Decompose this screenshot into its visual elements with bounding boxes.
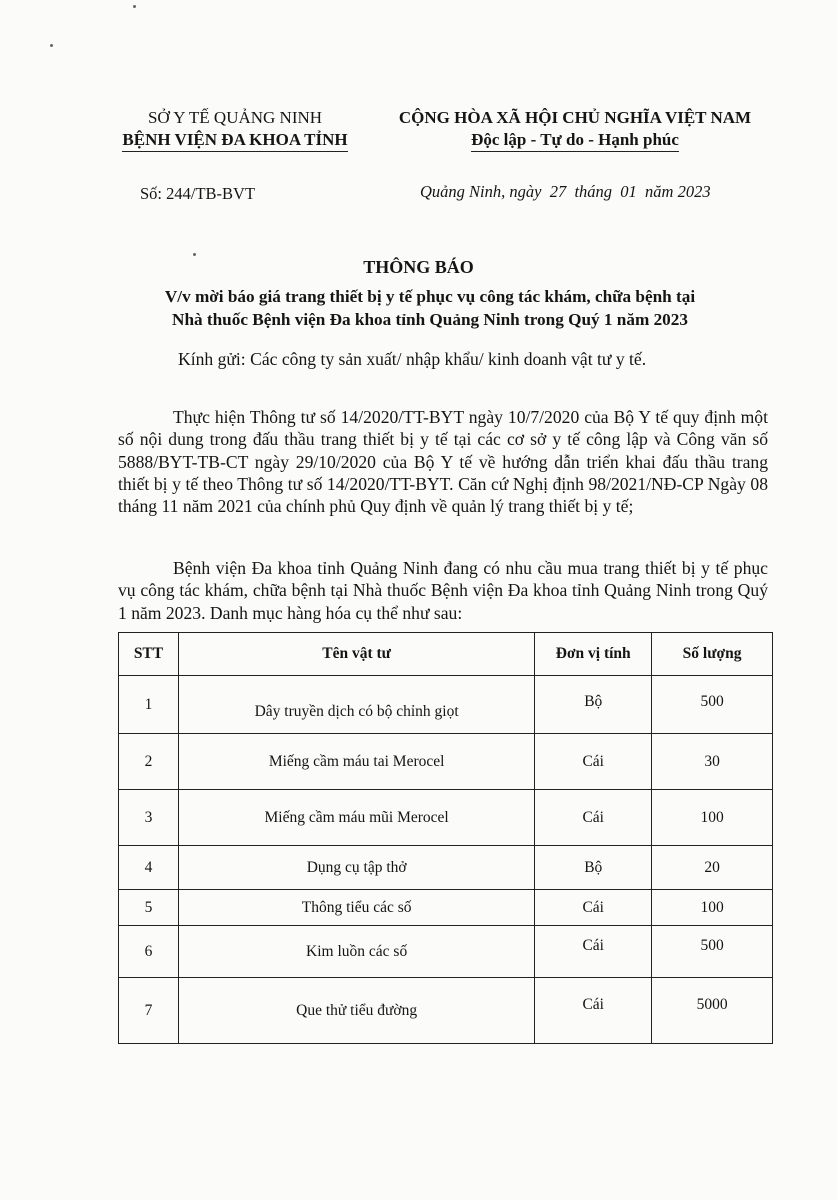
cell-unit: Cái bbox=[535, 890, 652, 926]
cell-quantity: 500 bbox=[652, 676, 773, 734]
cell-item-name: Dây truyền dịch có bộ chỉnh giọt bbox=[178, 676, 534, 734]
cell-stt: 5 bbox=[119, 890, 179, 926]
paragraph-2-text: Bệnh viện Đa khoa tỉnh Quảng Ninh đang có nhu cầu mua trang thiết bị y tế phục vụ công tác khám, chữa bệnh tại Nhà thuốc Bệnh viện Đa khoa tỉnh Quảng Ninh trong Quý 1 năm 2023. Danh mục hàng hóa cụ thể như sau: bbox=[118, 558, 768, 623]
table-row bbox=[119, 846, 773, 890]
cell-unit: Bộ bbox=[535, 676, 652, 734]
table-header-row bbox=[119, 633, 773, 676]
header-item-name: Tên vật tư bbox=[178, 633, 534, 676]
goods-table bbox=[118, 632, 773, 1044]
national-title: CỘNG HÒA XÃ HỘI CHỦ NGHĨA VIỆT NAM bbox=[398, 108, 752, 127]
cell-item-name: Kim luồn các số bbox=[178, 926, 534, 978]
scan-speck bbox=[50, 44, 53, 47]
cell-quantity: 100 bbox=[652, 890, 773, 926]
scan-speck bbox=[133, 5, 136, 8]
table-row bbox=[119, 978, 773, 1044]
hospital-name-wrap bbox=[90, 130, 380, 152]
table-row bbox=[119, 790, 773, 846]
cell-item-name: Miếng cầm máu tai Merocel bbox=[178, 734, 534, 790]
cell-quantity: 500 bbox=[652, 926, 773, 978]
cell-quantity: 5000 bbox=[652, 978, 773, 1044]
cell-quantity: 20 bbox=[652, 846, 773, 890]
cell-item-name: Que thử tiểu đường bbox=[178, 978, 534, 1044]
scan-speck bbox=[193, 253, 196, 256]
motto-wrap bbox=[350, 130, 800, 152]
cell-unit: Bộ bbox=[535, 846, 652, 890]
paragraph-legal-basis bbox=[118, 406, 768, 517]
cell-unit: Cái bbox=[535, 734, 652, 790]
cell-item-name: Dụng cụ tập thở bbox=[178, 846, 534, 890]
agency-name: SỞ Y TẾ QUẢNG NINH bbox=[147, 108, 323, 127]
subject-line-2: Nhà thuốc Bệnh viện Đa khoa tỉnh Quảng Ninh trong Quý 1 năm 2023 bbox=[172, 310, 688, 329]
cell-stt: 2 bbox=[119, 734, 179, 790]
recipient-line: Kính gửi: Các công ty sản xuất/ nhập khẩu/ kinh doanh vật tư y tế. bbox=[178, 349, 647, 369]
document-title: THÔNG BÁO bbox=[363, 257, 474, 277]
cell-stt: 7 bbox=[119, 978, 179, 1044]
cell-unit: Cái bbox=[535, 790, 652, 846]
cell-quantity: 100 bbox=[652, 790, 773, 846]
place-date: Quảng Ninh, ngày 27 tháng 01 năm 2023 bbox=[420, 182, 711, 201]
header-quantity: Số lượng bbox=[652, 633, 773, 676]
cell-item-name: Thông tiểu các số bbox=[178, 890, 534, 926]
table-row bbox=[119, 890, 773, 926]
table-row bbox=[119, 676, 773, 734]
hospital-name: BỆNH VIỆN ĐA KHOA TỈNH bbox=[122, 130, 347, 152]
table-row bbox=[119, 926, 773, 978]
cell-stt: 6 bbox=[119, 926, 179, 978]
paragraph-request bbox=[118, 557, 768, 624]
national-motto: Độc lập - Tự do - Hạnh phúc bbox=[471, 130, 679, 152]
cell-stt: 1 bbox=[119, 676, 179, 734]
document-number: Số: 244/TB-BVT bbox=[140, 184, 256, 203]
cell-unit: Cái bbox=[535, 926, 652, 978]
header-stt: STT bbox=[119, 633, 179, 676]
cell-stt: 3 bbox=[119, 790, 179, 846]
paragraph-1-text: Thực hiện Thông tư số 14/2020/TT-BYT ngày 10/7/2020 của Bộ Y tế quy định một số nội dung trong đấu thầu trang thiết bị y tế tại các cơ sở y tế công lập và Công văn số 5888/BYT-TB-CT ngày 29/10/2020 của Bộ Y tế về hướng dẫn triển khai đấu thầu trang thiết bị y tế theo Thông tư số 14/2020/TT-BYT. Căn cứ Nghị định 98/2021/NĐ-CP Ngày 08 tháng 11 năm 2021 của chính phủ Quy định về quản lý trang thiết bị y tế; bbox=[118, 407, 768, 517]
table-row bbox=[119, 734, 773, 790]
cell-quantity: 30 bbox=[652, 734, 773, 790]
subject-line-1: V/v mời báo giá trang thiết bị y tế phục vụ công tác khám, chữa bệnh tại bbox=[164, 287, 696, 306]
cell-item-name: Miếng cầm máu mũi Merocel bbox=[178, 790, 534, 846]
cell-stt: 4 bbox=[119, 846, 179, 890]
header-unit: Đơn vị tính bbox=[535, 633, 652, 676]
cell-unit: Cái bbox=[535, 978, 652, 1044]
